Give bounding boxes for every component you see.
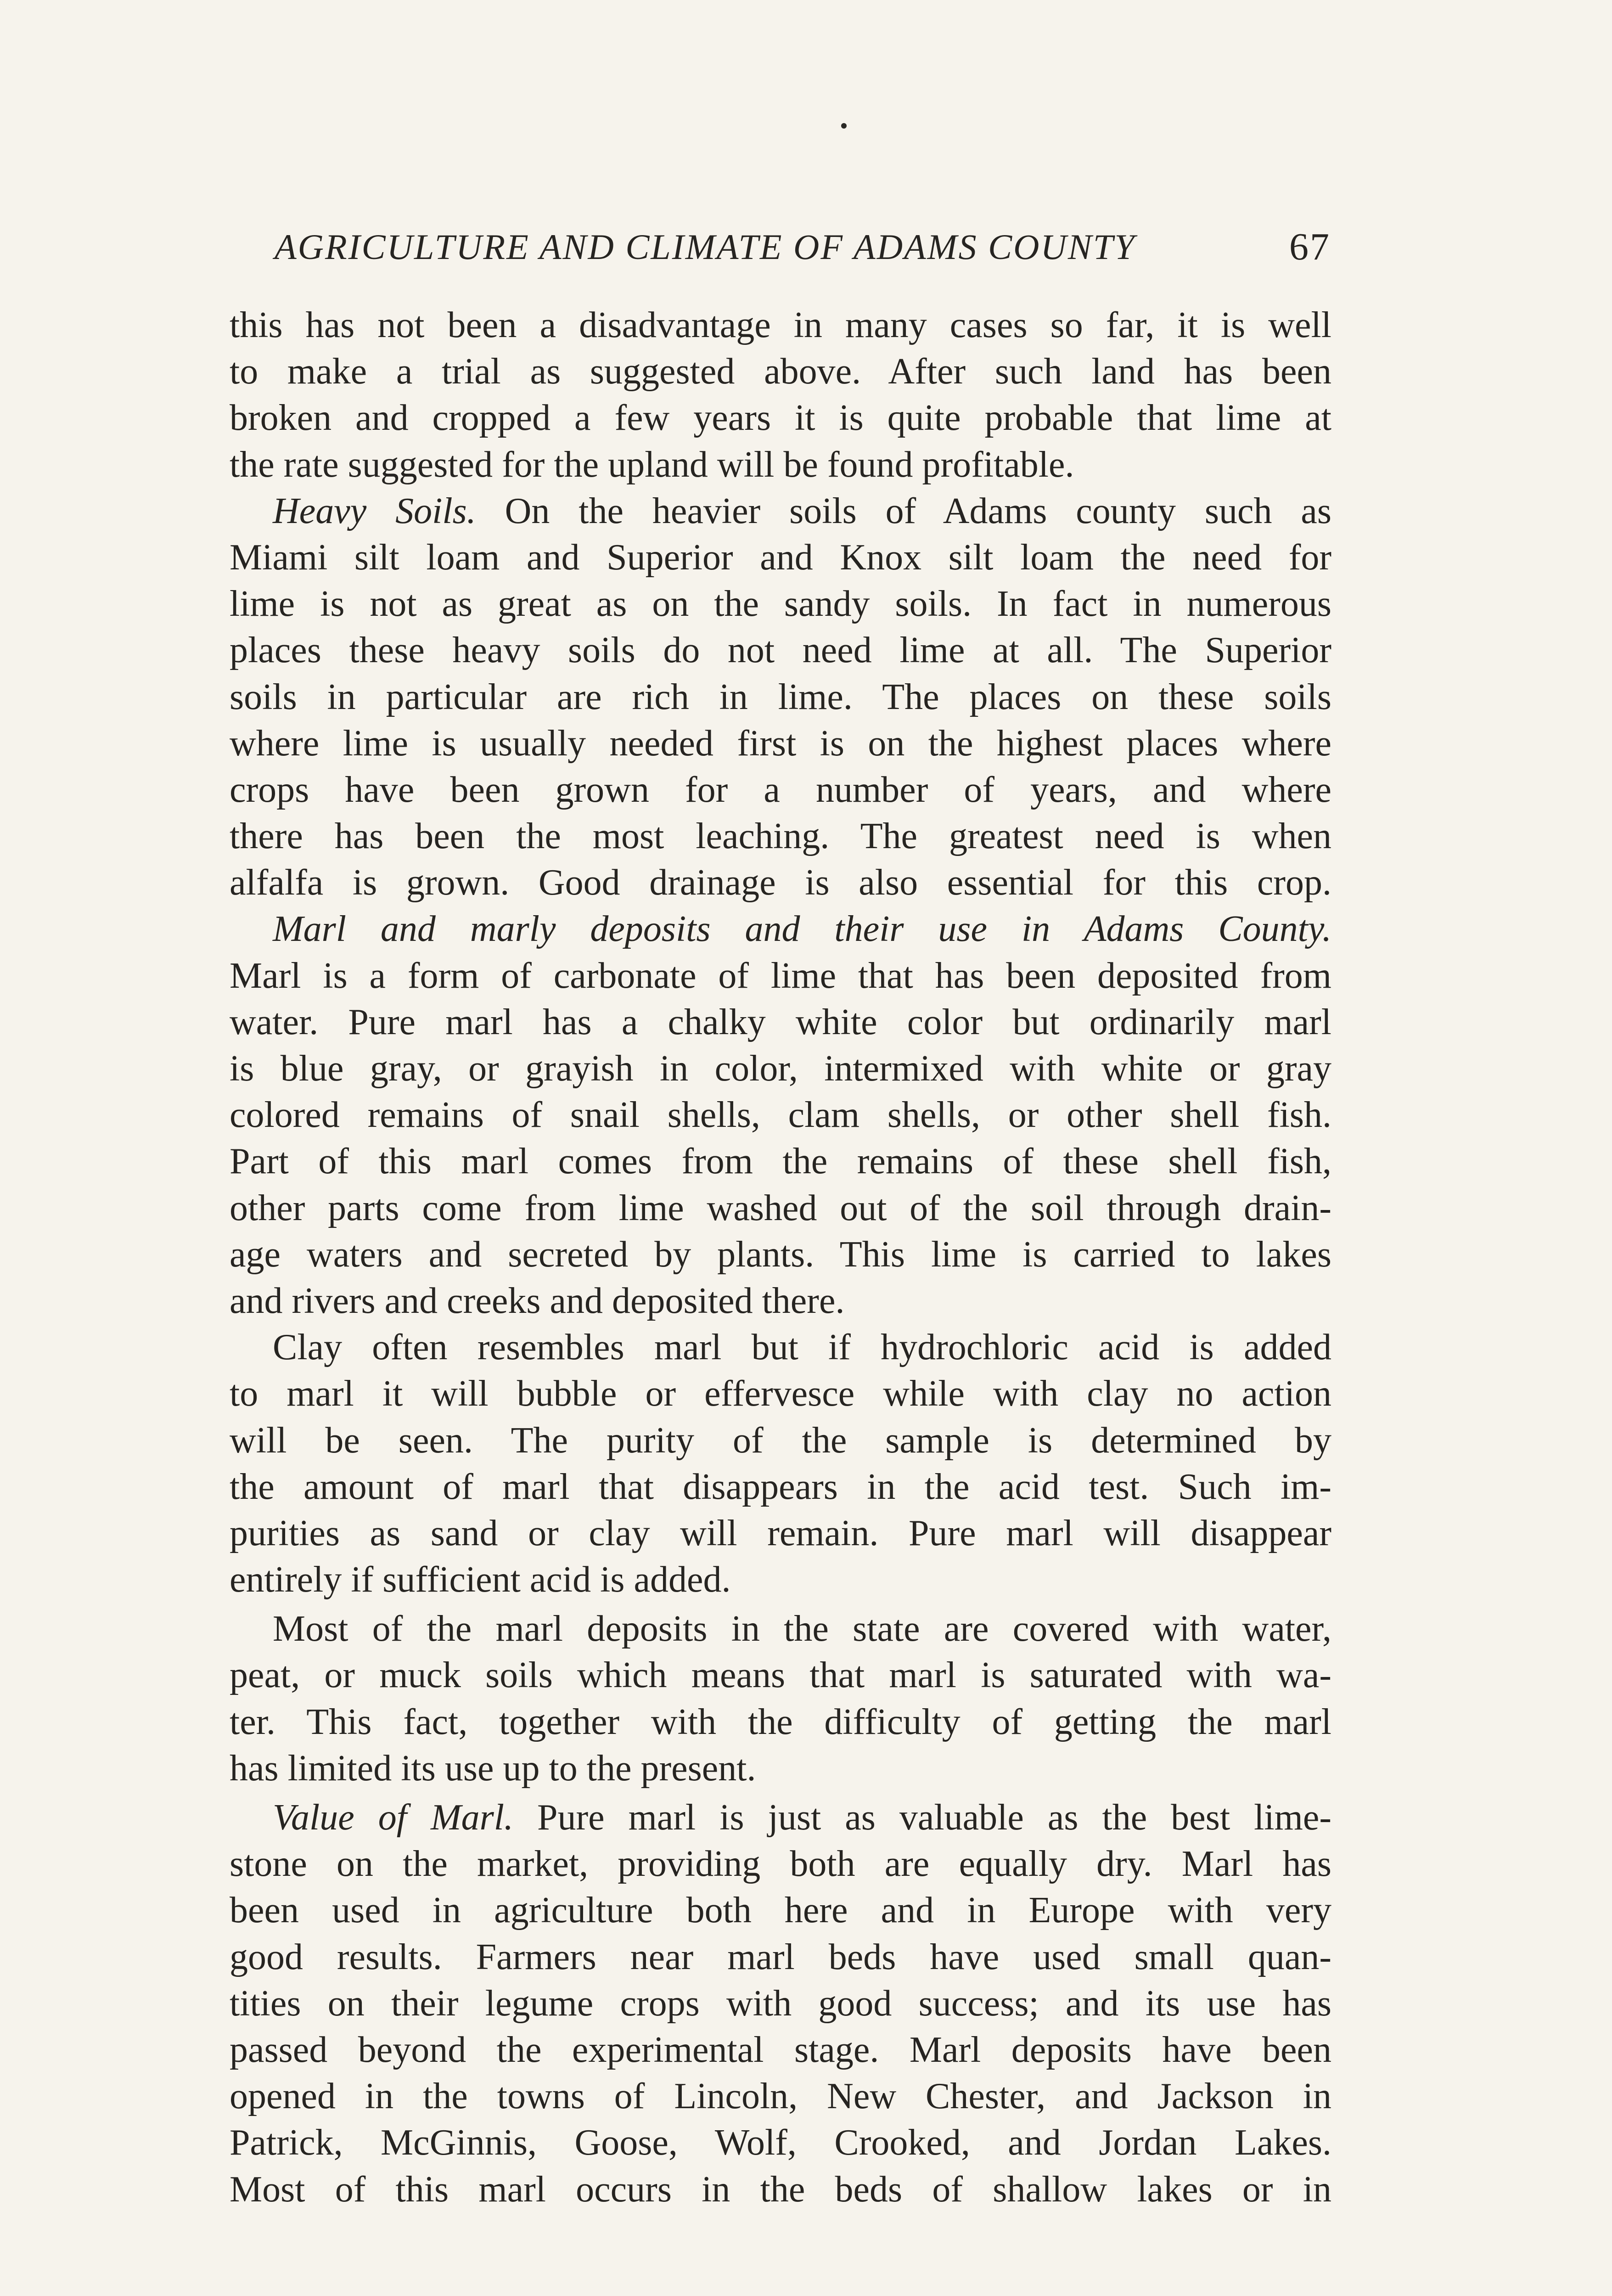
page-number: 67 bbox=[1289, 225, 1331, 268]
text-line: Most of this marl occurs in the beds of shallow lakes or in bbox=[230, 2169, 1331, 2210]
text-line: the amount of marl that disappears in the acid test. Such im- bbox=[230, 1466, 1331, 1507]
text-line bbox=[230, 488, 1331, 535]
ink-speck bbox=[841, 123, 847, 129]
text-line: good results. Farmers near marl beds have used small quan- bbox=[230, 1936, 1331, 1977]
text-run: On the heavier soils of Adams county such as bbox=[476, 490, 1331, 531]
text-line: alfalfa is grown. Good drainage is also essential for this crop. bbox=[230, 862, 1331, 903]
text-line: stone on the market, providing both are equally dry. Marl has bbox=[230, 1844, 1331, 1885]
text-line: crops have been grown for a number of years, and where bbox=[230, 769, 1331, 810]
text-line: colored remains of snail shells, clam shells, or other shell fish. bbox=[230, 1095, 1331, 1136]
text-line: Miami silt loam and Superior and Knox silt loam the need for bbox=[230, 537, 1331, 578]
text-line: opened in the towns of Lincoln, New Chester, and Jackson in bbox=[230, 2076, 1331, 2117]
text-line: to make a trial as suggested above. After such land has been bbox=[230, 351, 1331, 392]
text-line: places these heavy soils do not need lime at all. The Superior bbox=[230, 630, 1331, 671]
text-line: age waters and secreted by plants. This lime is carried to lakes bbox=[230, 1234, 1331, 1275]
text-line: is blue gray, or grayish in color, intermixed with white or gray bbox=[230, 1048, 1331, 1089]
text-line: Marl is a form of carbonate of lime that has been deposited from bbox=[230, 955, 1331, 996]
text-line: other parts come from lime washed out of the soil through drain- bbox=[230, 1187, 1331, 1228]
text-line: been used in agriculture both here and in Europe with very bbox=[230, 1890, 1331, 1931]
text-line: water. Pure marl has a chalky white color but ordinarily marl bbox=[230, 1002, 1331, 1042]
text-line: this has not been a disadvantage in many cases so far, it is well bbox=[230, 305, 1331, 345]
section-heading: Heavy Soils. bbox=[273, 490, 476, 531]
text-line: ter. This fact, together with the difficulty of getting the marl bbox=[230, 1701, 1331, 1742]
text-line: passed beyond the experimental stage. Marl deposits have been bbox=[230, 2029, 1331, 2070]
text-line: the rate suggested for the upland will be found profitable. bbox=[230, 444, 1074, 485]
text-line: soils in particular are rich in lime. The places on these soils bbox=[230, 676, 1331, 717]
section-heading: Value of Marl. bbox=[273, 1797, 513, 1838]
text-line: Patrick, McGinnis, Goose, Wolf, Crooked, and Jordan Lakes. bbox=[230, 2122, 1331, 2163]
running-title: AGRICULTURE AND CLIMATE OF ADAMS COUNTY bbox=[275, 227, 1136, 267]
text-line: tities on their legume crops with good success; and its use has bbox=[230, 1983, 1331, 2024]
section-heading: Marl and marly deposits and their use in Adams County. bbox=[273, 909, 1331, 950]
text-line: Most of the marl deposits in the state are covered with water, bbox=[273, 1609, 1331, 1649]
text-line: Clay often resembles marl but if hydrochloric acid is added bbox=[273, 1327, 1331, 1368]
text-run: Pure marl is just as valuable as the best lime- bbox=[513, 1797, 1331, 1838]
text-line: lime is not as great as on the sandy soils. In fact in numerous bbox=[230, 584, 1331, 625]
text-line: where lime is usually needed first is on the highest places where bbox=[230, 723, 1331, 764]
text-line: has limited its use up to the present. bbox=[230, 1748, 756, 1789]
text-line: peat, or muck soils which means that marl is saturated with wa- bbox=[230, 1655, 1331, 1696]
text-line: and rivers and creeks and deposited there. bbox=[230, 1280, 845, 1321]
text-line: Part of this marl comes from the remains of these shell fish, bbox=[230, 1141, 1331, 1182]
text-line: broken and cropped a few years it is quite probable that lime at bbox=[230, 398, 1331, 439]
text-line: purities as sand or clay will remain. Pure marl will disappear bbox=[230, 1513, 1331, 1553]
text-line: will be seen. The purity of the sample is determined by bbox=[230, 1420, 1331, 1461]
text-line bbox=[230, 1795, 1331, 1841]
page-header bbox=[275, 224, 1331, 270]
text-line: there has been the most leaching. The greatest need is when bbox=[230, 816, 1331, 857]
body-text bbox=[230, 302, 1331, 2213]
text-line bbox=[230, 906, 1331, 952]
text-line: to marl it will bubble or effervesce while with clay no action bbox=[230, 1373, 1331, 1414]
text-line: entirely if sufficient acid is added. bbox=[230, 1559, 731, 1600]
